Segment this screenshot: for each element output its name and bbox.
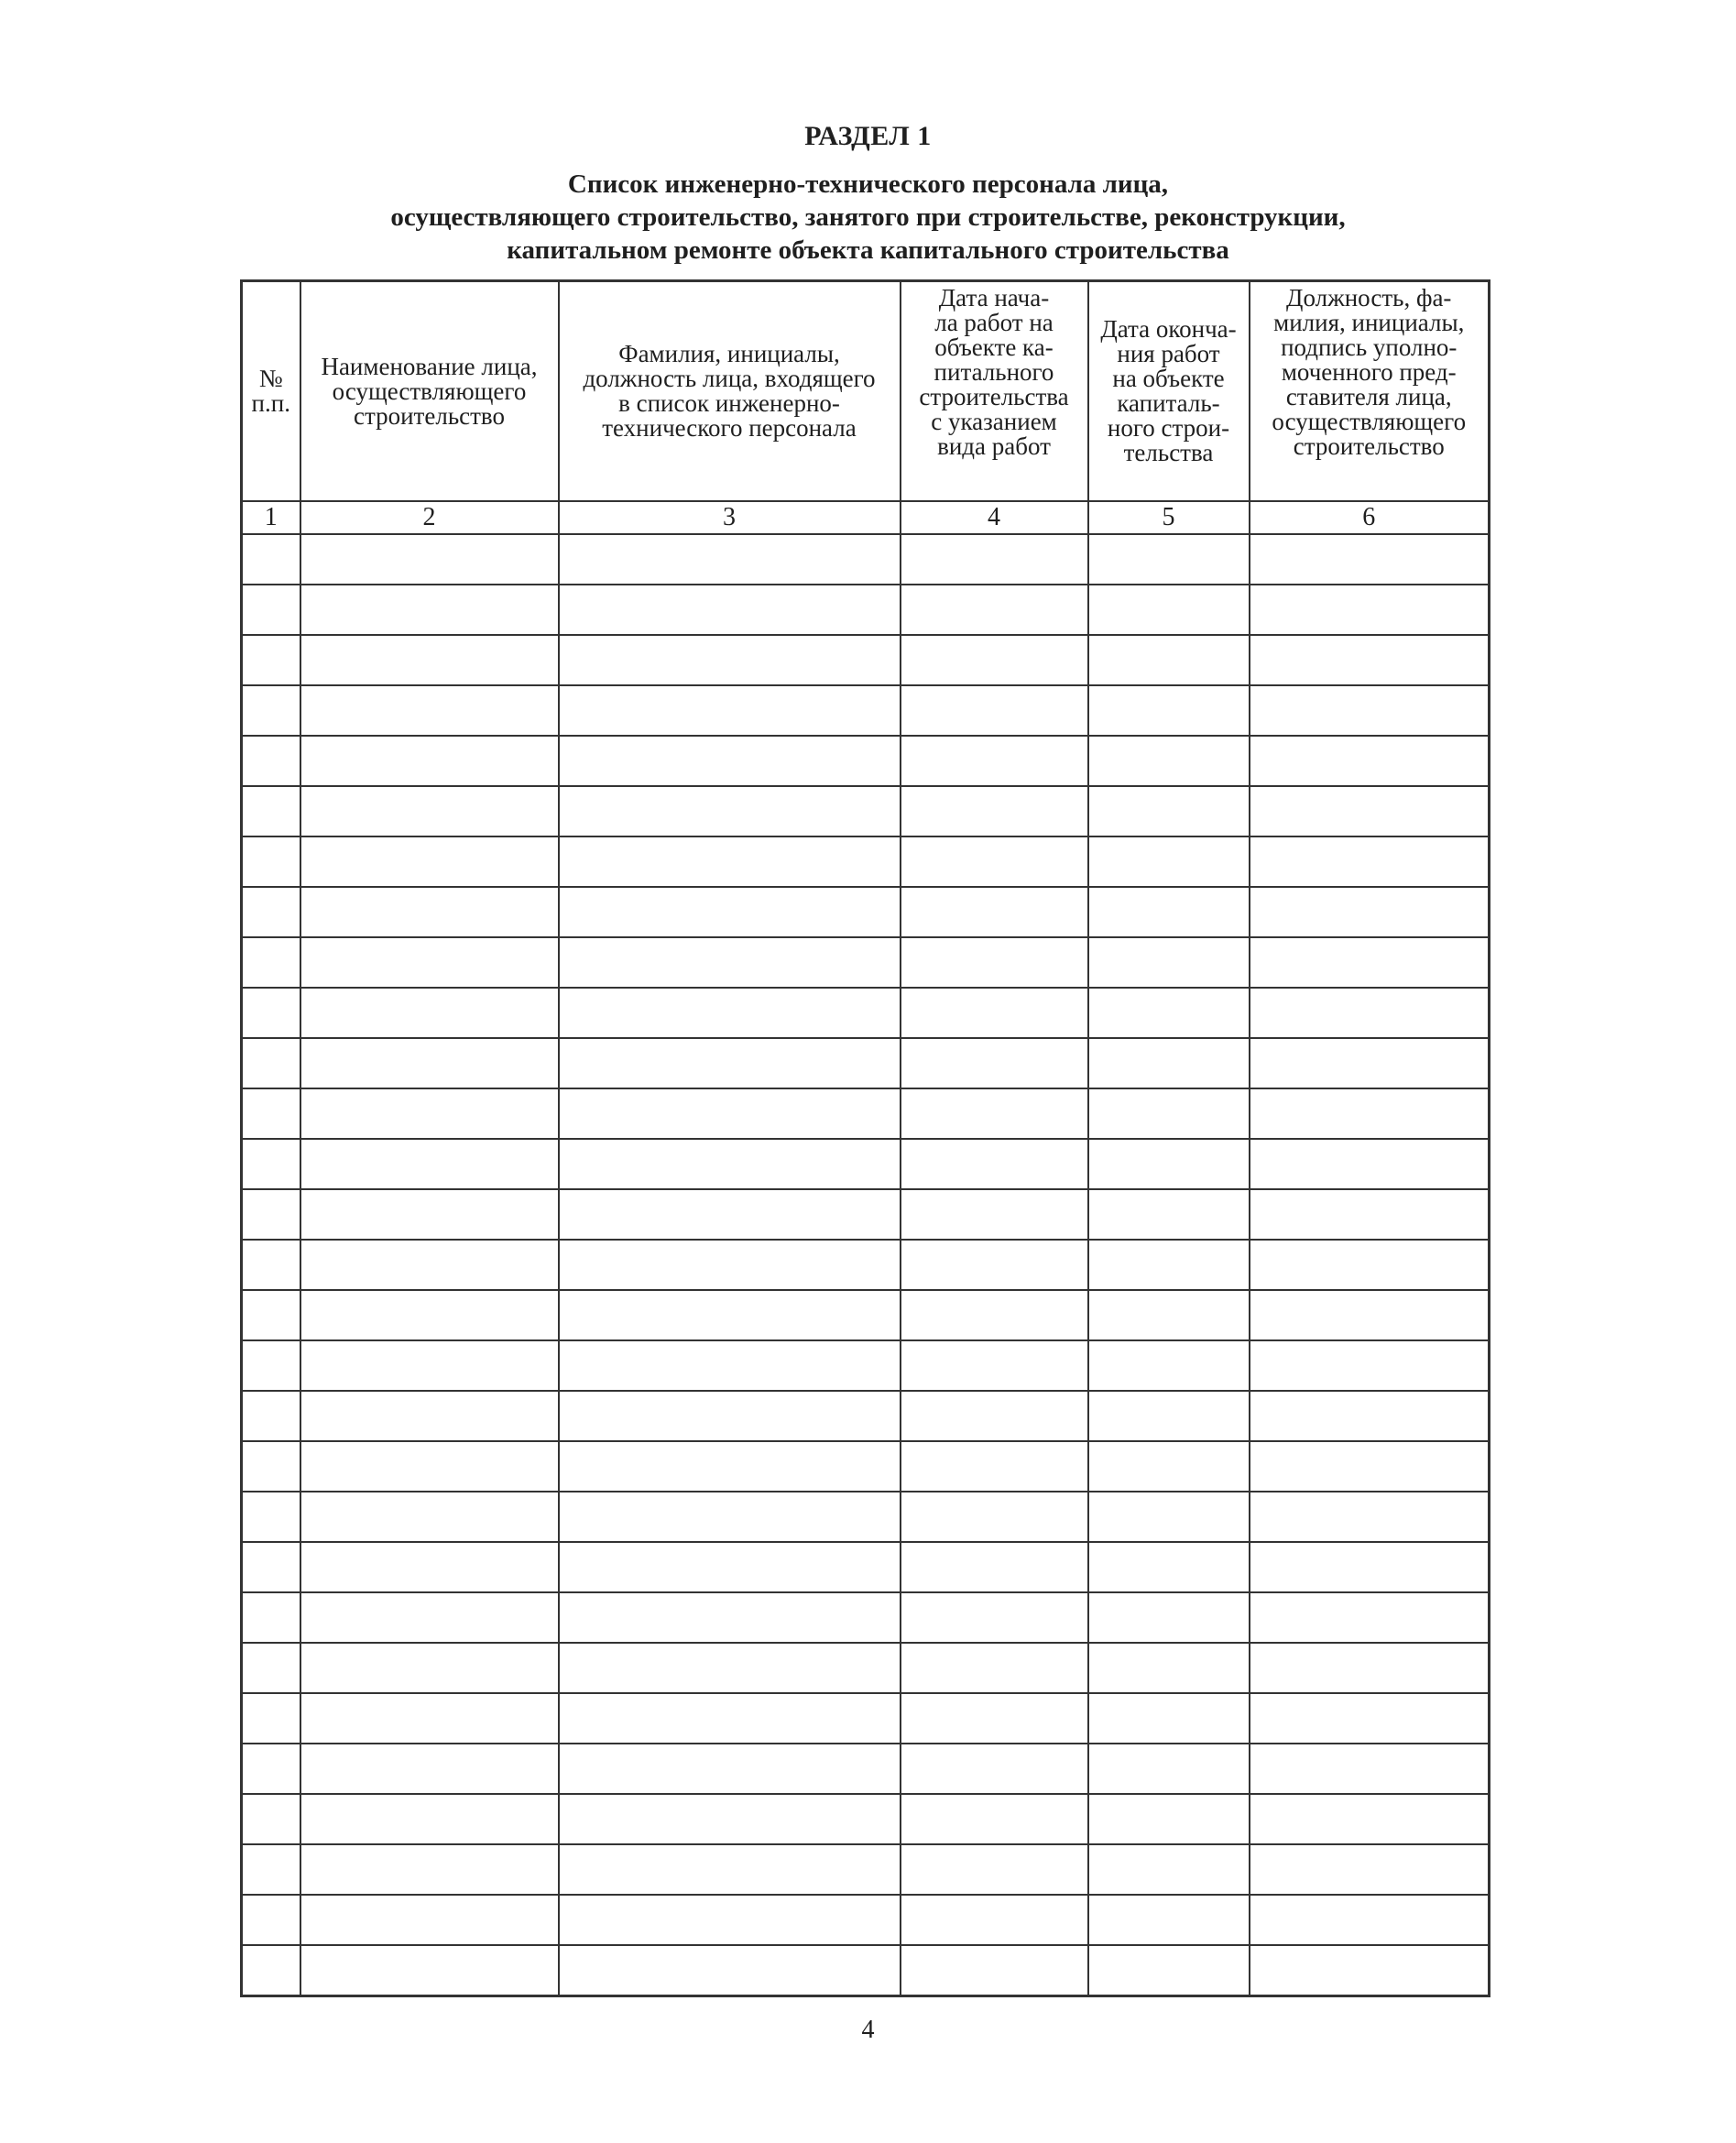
- table-cell: [1088, 1038, 1250, 1088]
- table-cell: [300, 736, 559, 786]
- header-line: п.п.: [251, 389, 290, 417]
- header-cell-start-date: [901, 281, 1088, 502]
- table-row: [242, 1088, 1490, 1139]
- table-cell: [1250, 937, 1490, 988]
- table-cell: [901, 988, 1088, 1038]
- table-cell: [242, 1542, 300, 1592]
- table-cell: [1088, 1290, 1250, 1340]
- table-header-row: [242, 281, 1490, 502]
- table-cell: [1250, 1542, 1490, 1592]
- table-cell: [559, 1794, 901, 1844]
- table-cell: [1250, 1945, 1490, 1996]
- table-row: [242, 1693, 1490, 1744]
- header-line: строительства: [919, 383, 1069, 410]
- table-cell: [300, 1744, 559, 1794]
- header-line: Дата нача-: [938, 284, 1050, 312]
- table-cell: [559, 1290, 901, 1340]
- header-line: Наименование лица,: [321, 352, 538, 380]
- document-title-line: капитальном ремонте объекта капитального строительства: [507, 235, 1229, 265]
- table-cell: [901, 1139, 1088, 1189]
- table-cell: [300, 1643, 559, 1693]
- table-cell: [1088, 1794, 1250, 1844]
- table-cell: [242, 1088, 300, 1139]
- table-cell: [559, 1240, 901, 1290]
- table-cell: [559, 635, 901, 685]
- table-cell: [1088, 1391, 1250, 1441]
- table-row: [242, 1542, 1490, 1592]
- table-cell: [559, 1492, 901, 1542]
- table-cell: [559, 1744, 901, 1794]
- table-cell: [300, 585, 559, 635]
- table-cell: [559, 1592, 901, 1643]
- header-cell-contractor: [300, 281, 559, 502]
- table-cell: [300, 836, 559, 887]
- table-cell: [1088, 1945, 1250, 1996]
- table-cell: [559, 736, 901, 786]
- table-cell: [559, 786, 901, 836]
- table-cell: [901, 1844, 1088, 1895]
- table-cell: [300, 685, 559, 736]
- table-cell: [559, 887, 901, 937]
- table-cell: [300, 1542, 559, 1592]
- table-cell: [1088, 1895, 1250, 1945]
- table-cell: [1088, 1240, 1250, 1290]
- table-cell: [242, 585, 300, 635]
- column-number-row: [242, 501, 1490, 534]
- table-cell: [300, 534, 559, 585]
- table-row: [242, 1844, 1490, 1895]
- document-title-line: осуществляющего строительство, занятого при строительстве, реконструкции,: [390, 202, 1346, 232]
- header-line: на объекте: [1112, 365, 1225, 392]
- header-cell-end-date: [1088, 281, 1250, 502]
- table-row: [242, 1592, 1490, 1643]
- table-cell: [1250, 1340, 1490, 1391]
- table-cell: [1250, 1088, 1490, 1139]
- column-number: 2: [300, 501, 559, 534]
- header-line: Фамилия, инициалы,: [618, 340, 840, 367]
- table-cell: [300, 1844, 559, 1895]
- table-cell: [559, 836, 901, 887]
- table-cell: [1250, 585, 1490, 635]
- table-cell: [559, 988, 901, 1038]
- table-cell: [1088, 534, 1250, 585]
- header-line: милия, инициалы,: [1273, 309, 1465, 336]
- table-cell: [1250, 1139, 1490, 1189]
- table-body: [242, 534, 1490, 1996]
- table-cell: [242, 1744, 300, 1794]
- table-cell: [300, 1693, 559, 1744]
- table-row: [242, 836, 1490, 887]
- table-row: [242, 1290, 1490, 1340]
- table-cell: [901, 1189, 1088, 1240]
- table-cell: [242, 1290, 300, 1340]
- table-cell: [1088, 1643, 1250, 1693]
- header-line: должность лица, входящего: [583, 365, 876, 392]
- table-row: [242, 1391, 1490, 1441]
- table-cell: [242, 736, 300, 786]
- table-cell: [559, 534, 901, 585]
- table-cell: [901, 1088, 1088, 1139]
- table-row: [242, 1895, 1490, 1945]
- table-row: [242, 1643, 1490, 1693]
- table-cell: [901, 1441, 1088, 1492]
- table-row: [242, 1340, 1490, 1391]
- document-title-line: Список инженерно-технического персонала лица,: [567, 169, 1169, 199]
- table-cell: [1250, 1744, 1490, 1794]
- table-cell: [1088, 736, 1250, 786]
- header-line: в список инженерно-: [618, 389, 840, 417]
- table-cell: [300, 1592, 559, 1643]
- table-cell: [300, 786, 559, 836]
- header-line: строительство: [1293, 432, 1445, 460]
- table-cell: [300, 1290, 559, 1340]
- header-line: технического персонала: [602, 414, 857, 442]
- header-line: объекте ка-: [934, 333, 1054, 361]
- table-cell: [559, 1945, 901, 1996]
- table-cell: [300, 1088, 559, 1139]
- table-cell: [901, 1391, 1088, 1441]
- table-cell: [1250, 1895, 1490, 1945]
- table-cell: [242, 1643, 300, 1693]
- table-cell: [300, 1240, 559, 1290]
- table-cell: [1088, 1592, 1250, 1643]
- header-line: моченного пред-: [1281, 358, 1457, 386]
- table-cell: [901, 1340, 1088, 1391]
- table-cell: [1088, 1340, 1250, 1391]
- table-cell: [242, 836, 300, 887]
- table-cell: [242, 1794, 300, 1844]
- table-cell: [901, 685, 1088, 736]
- table-cell: [242, 1189, 300, 1240]
- table-cell: [559, 1542, 901, 1592]
- table-cell: [1250, 736, 1490, 786]
- table-row: [242, 1189, 1490, 1240]
- column-number: 5: [1088, 501, 1250, 534]
- table-cell: [559, 1340, 901, 1391]
- table-cell: [1088, 1693, 1250, 1744]
- header-line: капиталь-: [1117, 389, 1220, 417]
- table-cell: [242, 1391, 300, 1441]
- table-cell: [1250, 1693, 1490, 1744]
- table-row: [242, 1492, 1490, 1542]
- table-cell: [1088, 1441, 1250, 1492]
- table-cell: [901, 1643, 1088, 1693]
- header-line: ставителя лица,: [1285, 383, 1452, 410]
- table-cell: [1250, 685, 1490, 736]
- table-cell: [1250, 887, 1490, 937]
- table-cell: [1250, 1441, 1490, 1492]
- column-number: 1: [242, 501, 300, 534]
- table-cell: [242, 786, 300, 836]
- table-cell: [1250, 635, 1490, 685]
- table-cell: [559, 1189, 901, 1240]
- table-cell: [1088, 1189, 1250, 1240]
- table-cell: [242, 1441, 300, 1492]
- table-row: [242, 635, 1490, 685]
- table-cell: [1250, 1643, 1490, 1693]
- table-cell: [300, 1895, 559, 1945]
- table-cell: [1088, 1088, 1250, 1139]
- table-cell: [1088, 1844, 1250, 1895]
- table-cell: [300, 1945, 559, 1996]
- table-cell: [300, 1391, 559, 1441]
- document-title: [183, 168, 1553, 267]
- table-row: [242, 685, 1490, 736]
- header-cell-number: [242, 281, 300, 502]
- table-row: [242, 585, 1490, 635]
- table-cell: [1250, 1038, 1490, 1088]
- table-row: [242, 534, 1490, 585]
- table-cell: [1088, 786, 1250, 836]
- table-cell: [559, 1391, 901, 1441]
- table-cell: [901, 635, 1088, 685]
- table-cell: [300, 1340, 559, 1391]
- table-cell: [300, 1038, 559, 1088]
- table-cell: [1250, 988, 1490, 1038]
- table-cell: [1250, 1290, 1490, 1340]
- table-cell: [901, 836, 1088, 887]
- table-cell: [242, 988, 300, 1038]
- table-cell: [242, 887, 300, 937]
- table-cell: [559, 1088, 901, 1139]
- table-cell: [559, 1643, 901, 1693]
- table-cell: [242, 1038, 300, 1088]
- table-cell: [901, 1693, 1088, 1744]
- table-cell: [1088, 988, 1250, 1038]
- table-cell: [559, 585, 901, 635]
- header-line: ния работ: [1117, 340, 1220, 367]
- table-cell: [242, 1895, 300, 1945]
- column-number: 6: [1250, 501, 1490, 534]
- table-cell: [1250, 1189, 1490, 1240]
- table-row: [242, 1038, 1490, 1088]
- table-cell: [300, 887, 559, 937]
- table-cell: [242, 1139, 300, 1189]
- table-cell: [901, 1744, 1088, 1794]
- header-line: подпись уполно-: [1281, 333, 1458, 361]
- table-cell: [901, 1492, 1088, 1542]
- table-row: [242, 1240, 1490, 1290]
- table-row: [242, 786, 1490, 836]
- table-cell: [901, 736, 1088, 786]
- table-cell: [242, 1592, 300, 1643]
- table-cell: [1250, 1492, 1490, 1542]
- table-cell: [1088, 685, 1250, 736]
- table-cell: [1088, 1139, 1250, 1189]
- table-row: [242, 1744, 1490, 1794]
- table-cell: [1088, 1744, 1250, 1794]
- table-cell: [300, 937, 559, 988]
- table-cell: [1088, 937, 1250, 988]
- staff-list-table: [240, 279, 1490, 1997]
- table-cell: [300, 988, 559, 1038]
- header-line: ла работ на: [934, 309, 1054, 336]
- table-cell: [901, 1794, 1088, 1844]
- table-cell: [242, 1240, 300, 1290]
- table-cell: [901, 1945, 1088, 1996]
- header-line: №: [258, 365, 283, 392]
- table-cell: [559, 1844, 901, 1895]
- table-cell: [300, 1441, 559, 1492]
- table-cell: [1088, 1542, 1250, 1592]
- table-cell: [300, 1139, 559, 1189]
- table-cell: [901, 786, 1088, 836]
- table-cell: [559, 685, 901, 736]
- table-cell: [1088, 836, 1250, 887]
- column-number: 4: [901, 501, 1088, 534]
- table-cell: [901, 1038, 1088, 1088]
- table-cell: [1250, 786, 1490, 836]
- table-cell: [300, 1492, 559, 1542]
- table-cell: [901, 1240, 1088, 1290]
- header-cell-person: [559, 281, 901, 502]
- table-cell: [242, 1340, 300, 1391]
- table-cell: [901, 887, 1088, 937]
- section-title: РАЗДЕЛ 1: [804, 121, 932, 151]
- table-row: [242, 1794, 1490, 1844]
- table-cell: [901, 1895, 1088, 1945]
- table-cell: [901, 534, 1088, 585]
- table-cell: [242, 1945, 300, 1996]
- table-cell: [559, 937, 901, 988]
- table-cell: [300, 635, 559, 685]
- header-line: Должность, фа-: [1286, 284, 1452, 312]
- page-number: 4: [861, 2016, 875, 2044]
- header-cell-representative: [1250, 281, 1490, 502]
- table-cell: [1250, 1592, 1490, 1643]
- header-line: Дата оконча-: [1100, 315, 1237, 343]
- table-cell: [1088, 887, 1250, 937]
- table-row: [242, 988, 1490, 1038]
- column-number: 3: [559, 501, 901, 534]
- table-cell: [242, 534, 300, 585]
- table-cell: [242, 1693, 300, 1744]
- table-row: [242, 1441, 1490, 1492]
- table-cell: [1250, 1844, 1490, 1895]
- table-row: [242, 736, 1490, 786]
- table-row: [242, 887, 1490, 937]
- table-cell: [559, 1693, 901, 1744]
- table-cell: [1250, 1391, 1490, 1441]
- table-cell: [901, 1290, 1088, 1340]
- header-line: с указанием: [931, 408, 1057, 435]
- table-cell: [901, 1592, 1088, 1643]
- table-row: [242, 937, 1490, 988]
- header-line: вида работ: [937, 432, 1051, 460]
- table-cell: [1250, 1794, 1490, 1844]
- table-cell: [901, 585, 1088, 635]
- table-row: [242, 1945, 1490, 1996]
- header-line: осуществляющего: [1272, 408, 1467, 435]
- table-cell: [242, 635, 300, 685]
- table-row: [242, 1139, 1490, 1189]
- table-cell: [300, 1794, 559, 1844]
- table-cell: [1250, 836, 1490, 887]
- table-cell: [242, 685, 300, 736]
- table-cell: [1250, 534, 1490, 585]
- table-cell: [559, 1139, 901, 1189]
- header-line: питального: [934, 358, 1054, 386]
- table-cell: [242, 1844, 300, 1895]
- header-line: осуществляющего: [332, 377, 527, 405]
- table-cell: [1088, 1492, 1250, 1542]
- table-cell: [242, 1492, 300, 1542]
- table-cell: [559, 1038, 901, 1088]
- table-cell: [300, 1189, 559, 1240]
- header-line: тельства: [1123, 439, 1214, 466]
- table-cell: [559, 1441, 901, 1492]
- table-cell: [559, 1895, 901, 1945]
- table-cell: [901, 937, 1088, 988]
- table-cell: [1088, 585, 1250, 635]
- table-cell: [1088, 635, 1250, 685]
- table-cell: [1250, 1240, 1490, 1290]
- header-line: строительство: [354, 401, 505, 430]
- table-cell: [242, 937, 300, 988]
- table-cell: [901, 1542, 1088, 1592]
- header-line: ного строи-: [1107, 414, 1230, 442]
